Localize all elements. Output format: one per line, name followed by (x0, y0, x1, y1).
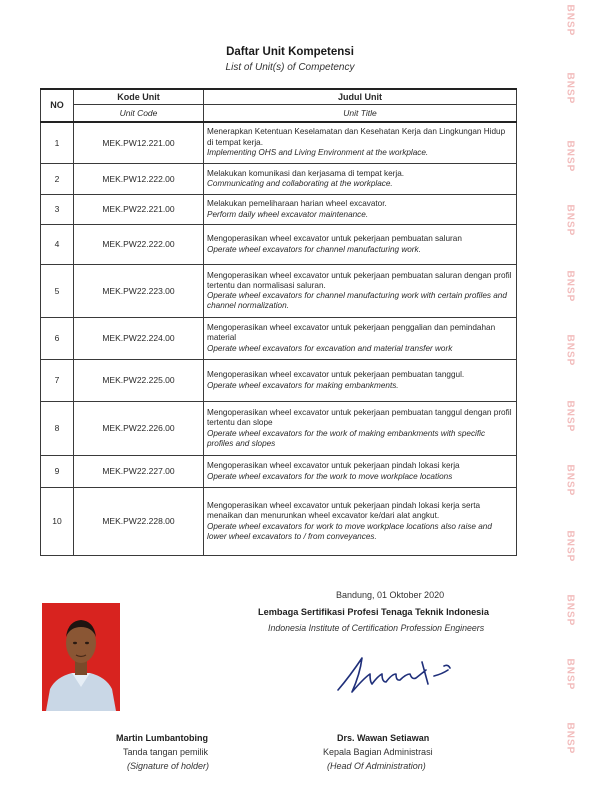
bnsp-watermark: BNSP (564, 270, 576, 303)
bnsp-watermark: BNSP (564, 140, 576, 173)
bnsp-watermark: BNSP (564, 400, 576, 433)
unit-title-id: Mengoperasikan wheel excavator untuk pekerjaan pembuatan tanggul dengan profil tertentu dan slope (207, 408, 512, 428)
row-no: 1 (41, 122, 74, 164)
header-unit-code (74, 89, 204, 122)
table-row (41, 225, 517, 265)
row-unit-code: MEK.PW22.228.00 (74, 488, 204, 556)
unit-title-en: Communicating and collaborating at the workplace. (207, 179, 393, 189)
row-no: 2 (41, 164, 74, 195)
row-unit-code: MEK.PW22.227.00 (74, 456, 204, 488)
header-unit-code-id: Kode Unit (117, 92, 160, 102)
unit-title-en: Operate wheel excavators for work to move workplace locations also raise and lower wheel excavators to / from conveyances. (207, 521, 492, 541)
row-unit-code: MEK.PW22.221.00 (74, 195, 204, 225)
table-row (41, 488, 517, 556)
administrator-title: Kepala Bagian Administrasi (323, 747, 433, 757)
bnsp-watermark: BNSP (564, 722, 576, 755)
holder-photo (42, 603, 120, 711)
unit-title-en: Operate wheel excavators for excavation and material transfer work (207, 343, 453, 353)
row-no: 4 (41, 225, 74, 265)
organization-name: Lembaga Sertifikasi Profesi Tenaga Teknik Indonesia (258, 607, 489, 617)
unit-title-id: Mengoperasikan wheel excavator untuk pekerjaan pindah lokasi kerja serta menaikan dan menurunkan wheel excavator ke/dari alat angkut. (207, 501, 481, 521)
unit-title-id: Mengoperasikan wheel excavator untuk pekerjaan pindah lokasi kerja (207, 461, 460, 471)
bnsp-watermark: BNSP (564, 464, 576, 497)
row-unit-code: MEK.PW22.225.00 (74, 360, 204, 402)
row-no: 5 (41, 265, 74, 318)
unit-title-en: Operate wheel excavators for channel manufacturing work with certain profiles and channel normalization. (207, 291, 507, 311)
row-unit-title (204, 265, 517, 318)
unit-title-id: Mengoperasikan wheel excavator untuk pekerjaan penggalian dan pemindahan material (207, 323, 496, 343)
unit-title-en: Operate wheel excavators for channel manufacturing work. (207, 244, 421, 254)
table-row (41, 195, 517, 225)
table-row (41, 318, 517, 360)
header-unit-title (204, 89, 517, 122)
header-unit-title-id: Judul Unit (338, 92, 382, 102)
table-row (41, 122, 517, 164)
row-no: 3 (41, 195, 74, 225)
unit-title-id: Mengoperasikan wheel excavator untuk pekerjaan pembuatan saluran (207, 234, 462, 244)
header-no: NO (41, 89, 74, 122)
row-no: 9 (41, 456, 74, 488)
row-unit-title (204, 360, 517, 402)
header-unit-code-en: Unit Code (74, 104, 203, 120)
bnsp-watermark: BNSP (564, 334, 576, 367)
administrator-signature (330, 648, 470, 700)
bnsp-watermark: BNSP (564, 4, 576, 37)
bnsp-watermark: BNSP (564, 594, 576, 627)
holder-signature-label-en: (Signature of holder) (127, 761, 210, 771)
table-row (41, 360, 517, 402)
row-unit-title (204, 195, 517, 225)
row-unit-title (204, 225, 517, 265)
row-no: 10 (41, 488, 74, 556)
holder-signature-label: Tanda tangan pemilik (123, 747, 209, 757)
row-unit-code: MEK.PW22.226.00 (74, 402, 204, 456)
row-unit-code: MEK.PW12.222.00 (74, 164, 204, 195)
bnsp-watermark: BNSP (564, 72, 576, 105)
row-unit-title (204, 318, 517, 360)
header-unit-title-en: Unit Title (204, 104, 516, 120)
unit-title-en: Operate wheel excavators for the work to move workplace locations (207, 471, 453, 481)
row-no: 8 (41, 402, 74, 456)
unit-title-en: Operate wheel excavators for the work of making embankments with specific profiles and slopes (207, 428, 486, 448)
table-row (41, 402, 517, 456)
row-unit-code: MEK.PW22.222.00 (74, 225, 204, 265)
row-unit-code: MEK.PW22.224.00 (74, 318, 204, 360)
row-unit-code: MEK.PW22.223.00 (74, 265, 204, 318)
row-unit-title (204, 456, 517, 488)
row-no: 6 (41, 318, 74, 360)
table-row (41, 164, 517, 195)
table-row (41, 265, 517, 318)
holder-portrait-image (42, 603, 120, 711)
row-unit-title (204, 122, 517, 164)
unit-title-id: Melakukan komunikasi dan kerjasama di tempat kerja. (207, 168, 405, 178)
row-unit-title (204, 488, 517, 556)
row-unit-title (204, 164, 517, 195)
unit-title-en: Perform daily wheel excavator maintenance. (207, 209, 369, 219)
administrator-name: Drs. Wawan Setiawan (337, 733, 430, 743)
row-unit-title (204, 402, 517, 456)
holder-name: Martin Lumbantobing (116, 733, 208, 743)
row-unit-code: MEK.PW12.221.00 (74, 122, 204, 164)
document-title: Daftar Unit Kompetensi (226, 46, 354, 58)
row-no: 7 (41, 360, 74, 402)
unit-title-en: Operate wheel excavators for making embankments. (207, 380, 399, 390)
organization-name-en: Indonesia Institute of Certification Profession Engineers (268, 623, 485, 633)
unit-title-id: Mengoperasikan wheel excavator untuk pekerjaan pembuatan tanggul. (207, 370, 465, 380)
table-header-row (41, 89, 517, 122)
document-subtitle: List of Unit(s) of Competency (225, 62, 355, 73)
bnsp-watermark: BNSP (564, 530, 576, 563)
place-date: Bandung, 01 Oktober 2020 (336, 590, 445, 600)
bnsp-watermark: BNSP (564, 204, 576, 237)
unit-title-en: Implementing OHS and Living Environment at the workplace. (207, 147, 429, 157)
competency-units-table (40, 88, 517, 556)
administrator-title-en: (Head Of Administration) (327, 761, 426, 771)
unit-title-id: Melakukan pemeliharaan harian wheel excavator. (207, 199, 387, 209)
bnsp-watermark: BNSP (564, 658, 576, 691)
unit-title-id: Menerapkan Ketentuan Keselamatan dan Kesehatan Kerja dan Lingkungan Hidup di tempat kerja. (207, 127, 506, 147)
table-row (41, 456, 517, 488)
unit-title-id: Mengoperasikan wheel excavator untuk pekerjaan pembuatan saluran dengan profil tertentu dan normalisasi saluran. (207, 270, 512, 290)
